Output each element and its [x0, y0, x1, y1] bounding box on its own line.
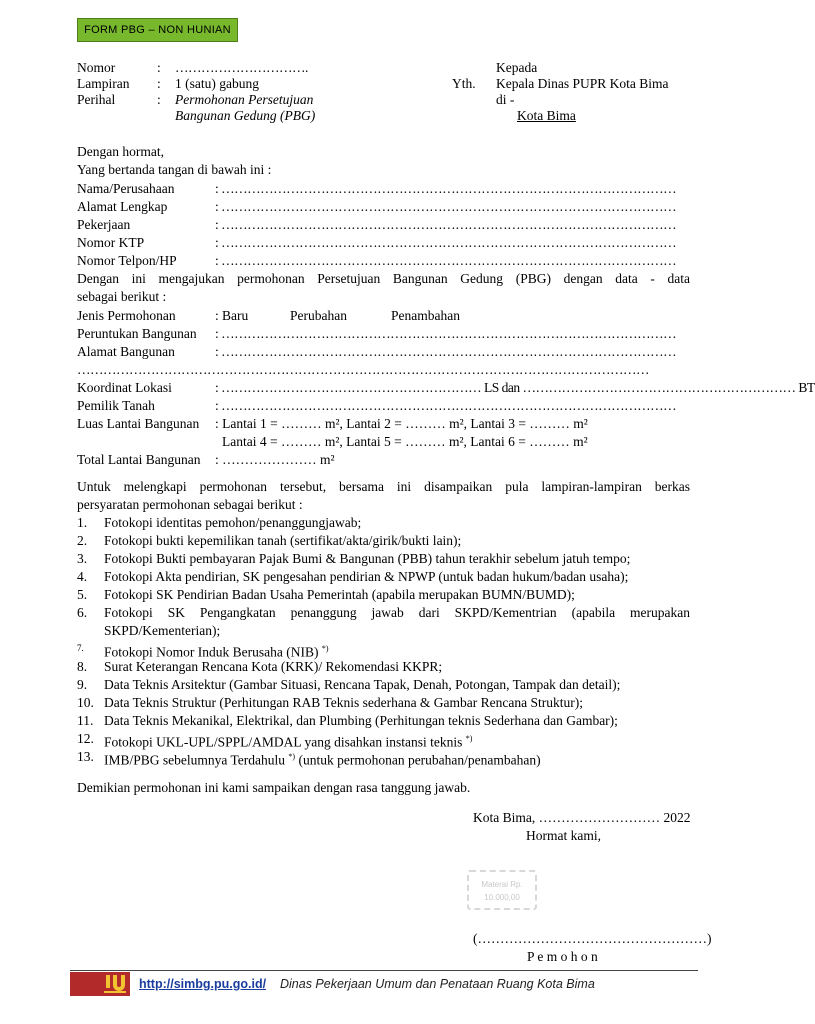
list-item	[104, 748, 541, 769]
luas-label: Luas Lantai Bangunan	[77, 416, 200, 431]
list-item-number: 11.	[77, 713, 94, 728]
alamat-bangunan-extra-line[interactable]: ……………………………………………………………………………………………………………………	[77, 362, 649, 377]
form-type-label: FORM PBG – NON HUNIAN	[77, 18, 238, 42]
list-item: Fotokopi Akta pendirian, SK pengesahan pendirian & NPWP (untuk badan hukum/badan usaha);	[104, 569, 629, 584]
stamp-line-2: 10.000,00	[484, 893, 520, 902]
footer-divider	[70, 970, 698, 971]
phone-field[interactable]: : ……………………………………………………………………………………………	[215, 253, 677, 268]
list-item: Fotokopi Bukti pembayaran Pajak Bumi & Bangunan (PBB) tahun terakhir sebelum jatuh tempo;	[104, 551, 631, 566]
alamat-bangunan-label: Alamat Bangunan	[77, 344, 175, 359]
luas-row-1[interactable]: : Lantai 1 = ……… m², Lantai 2 = ……… m², Lantai 3 = ……… m²	[215, 416, 588, 431]
materai-stamp-placeholder	[467, 870, 537, 910]
perihal-colon: :	[157, 92, 161, 107]
perihal-label: Perihal	[77, 92, 116, 107]
list-item-number: 12.	[77, 731, 94, 746]
ktp-field[interactable]: : ……………………………………………………………………………………………	[215, 235, 677, 250]
yth: Yth.	[452, 76, 476, 91]
option-label: Baru	[222, 308, 249, 323]
lampiran-label: Lampiran	[77, 76, 130, 91]
list-item-number: 7.	[77, 643, 84, 653]
field-label: Alamat Lengkap	[77, 199, 168, 214]
footnote-mark: *)	[465, 734, 473, 743]
pu-logo-icon	[70, 972, 130, 996]
list-item: Fotokopi SK Pengangkatan penanggung jawab dari SKPD/Kementrian (apabila merupakan	[104, 605, 690, 620]
footer-agency-text: Dinas Pekerjaan Umum dan Penataan Ruang Kota Bima	[280, 977, 595, 991]
alamat-bangunan-field[interactable]: : ……………………………………………………………………………………………	[215, 344, 677, 359]
list-item-number: 2.	[77, 533, 88, 548]
perihal-line-1: Permohonan Persetujuan	[175, 92, 314, 107]
attachments-intro-line-2: persyaratan permohonan sebagai berikut :	[77, 497, 303, 512]
closing-statement: Demikian permohonan ini kami sampaikan dengan rasa tanggung jawab.	[77, 780, 471, 795]
request-paragraph-line-1: Dengan ini mengajukan permohonan Persetujuan Bangunan Gedung (PBG) dengan data - data	[77, 271, 690, 286]
jenis-label: Jenis Permohonan	[77, 308, 176, 323]
list-item-text: Fotokopi Nomor Induk Berusaha (NIB)	[104, 644, 319, 660]
lampiran-colon: :	[157, 76, 161, 91]
list-item-number: 9.	[77, 677, 88, 692]
recipient-di: di -	[496, 92, 515, 107]
greeting: Dengan hormat,	[77, 144, 164, 159]
nomor-colon: :	[157, 60, 161, 75]
list-item: Fotokopi SK Pendirian Badan Usaha Pemerintah (apabila merupakan BUMN/BUMD);	[104, 587, 575, 602]
footnote-mark: *)	[321, 644, 329, 653]
attachments-intro-line-1: Untuk melengkapi permohonan tersebut, bersama ini disampaikan pula lampiran-lampiran berkas	[77, 479, 690, 494]
field-label: Nomor Telpon/HP	[77, 253, 177, 268]
name-field[interactable]: : ……………………………………………………………………………………………	[215, 181, 677, 196]
occupation-field[interactable]: : ……………………………………………………………………………………………	[215, 217, 677, 232]
koordinat-label: Koordinat Lokasi	[77, 380, 172, 395]
total-field[interactable]: : ………………… m²	[215, 452, 335, 467]
list-item: Fotokopi bukti kepemilikan tanah (sertifikat/akta/girik/bukti lain);	[104, 533, 462, 548]
koordinat-field[interactable]: : …………………………………………………… LS dan ……………………………………………………… BT	[215, 380, 815, 395]
recipient: Kepala Dinas PUPR Kota Bima	[496, 76, 669, 91]
list-item-number: 5.	[77, 587, 88, 602]
option-baru[interactable]	[222, 307, 248, 325]
place-date[interactable]: Kota Bima, ……………………… 2022	[473, 810, 691, 825]
list-item-text: Fotokopi UKL-UPL/SPPL/AMDAL yang disahkan instansi teknis	[104, 734, 463, 750]
option-penambahan[interactable]	[391, 307, 460, 325]
lampiran-value: 1 (satu) gabung	[175, 76, 259, 91]
list-item-continuation: SKPD/Kementerian);	[104, 623, 221, 638]
stamp-line-1: Materai Rp.	[481, 880, 523, 889]
peruntukan-label: Peruntukan Bangunan	[77, 326, 197, 341]
list-item: Data Teknis Struktur (Perhitungan RAB Teknis sederhana & Gambar Rencana Struktur);	[104, 695, 584, 710]
list-item-number: 1.	[77, 515, 88, 530]
list-item-number: 4.	[77, 569, 88, 584]
simbg-link[interactable]: http://simbg.pu.go.id/	[139, 977, 267, 991]
option-label: Penambahan	[391, 308, 460, 323]
pemilik-label: Pemilik Tanah	[77, 398, 155, 413]
pu-logo	[70, 972, 130, 996]
list-item-number: 10.	[77, 695, 94, 710]
perihal-line-2: Bangunan Gedung (PBG)	[175, 108, 316, 123]
request-paragraph-line-2: sebagai berikut :	[77, 289, 167, 304]
pemilik-field[interactable]: : ……………………………………………………………………………………………	[215, 398, 677, 413]
nomor-label: Nomor	[77, 60, 116, 75]
kepada: Kepada	[496, 60, 538, 75]
list-item: Data Teknis Arsitektur (Gambar Situasi, Rencana Tapak, Denah, Potongan, Tampak dan detail);	[104, 677, 621, 692]
nomor-value: ………………………….	[175, 60, 308, 75]
total-label: Total Lantai Bangunan	[77, 452, 201, 467]
peruntukan-field[interactable]: : ……………………………………………………………………………………………	[215, 326, 677, 341]
address-field[interactable]: : ……………………………………………………………………………………………	[215, 199, 677, 214]
jenis-colon: :	[215, 308, 219, 323]
field-label: Pekerjaan	[77, 217, 131, 232]
list-item-number: 3.	[77, 551, 88, 566]
field-label: Nama/Perusahaan	[77, 181, 175, 196]
undersigned-text: Yang bertanda tangan di bawah ini :	[77, 162, 272, 177]
luas-row-2[interactable]: Lantai 4 = ……… m², Lantai 5 = ……… m², Lantai 6 = ……… m²	[222, 434, 588, 449]
list-item-number: 13.	[77, 749, 94, 764]
footnote-mark: *)	[288, 752, 296, 761]
list-item: Data Teknis Mekanikal, Elektrikal, dan Plumbing (Perhitungan teknis Sederhana dan Gambar);	[104, 713, 618, 728]
field-label: Nomor KTP	[77, 235, 145, 250]
list-item-number: 8.	[77, 659, 88, 674]
list-item-text-after: (untuk permohonan perubahan/penambahan)	[295, 752, 541, 768]
list-item: Fotokopi identitas pemohon/penanggungjawab;	[104, 515, 362, 530]
hormat-kami: Hormat kami,	[526, 828, 601, 843]
option-label: Perubahan	[290, 308, 347, 323]
option-perubahan[interactable]	[290, 307, 347, 325]
pemohon-label: P e m o h o n	[527, 949, 598, 964]
list-item-number: 6.	[77, 605, 88, 620]
list-item: Surat Keterangan Rencana Kota (KRK)/ Rekomendasi KKPR;	[104, 659, 443, 674]
signature-name-line[interactable]: (……………………………………………)	[473, 931, 712, 946]
recipient-city: Kota Bima	[517, 108, 576, 123]
list-item-text: IMB/PBG sebelumnya Terdahulu	[104, 752, 286, 768]
